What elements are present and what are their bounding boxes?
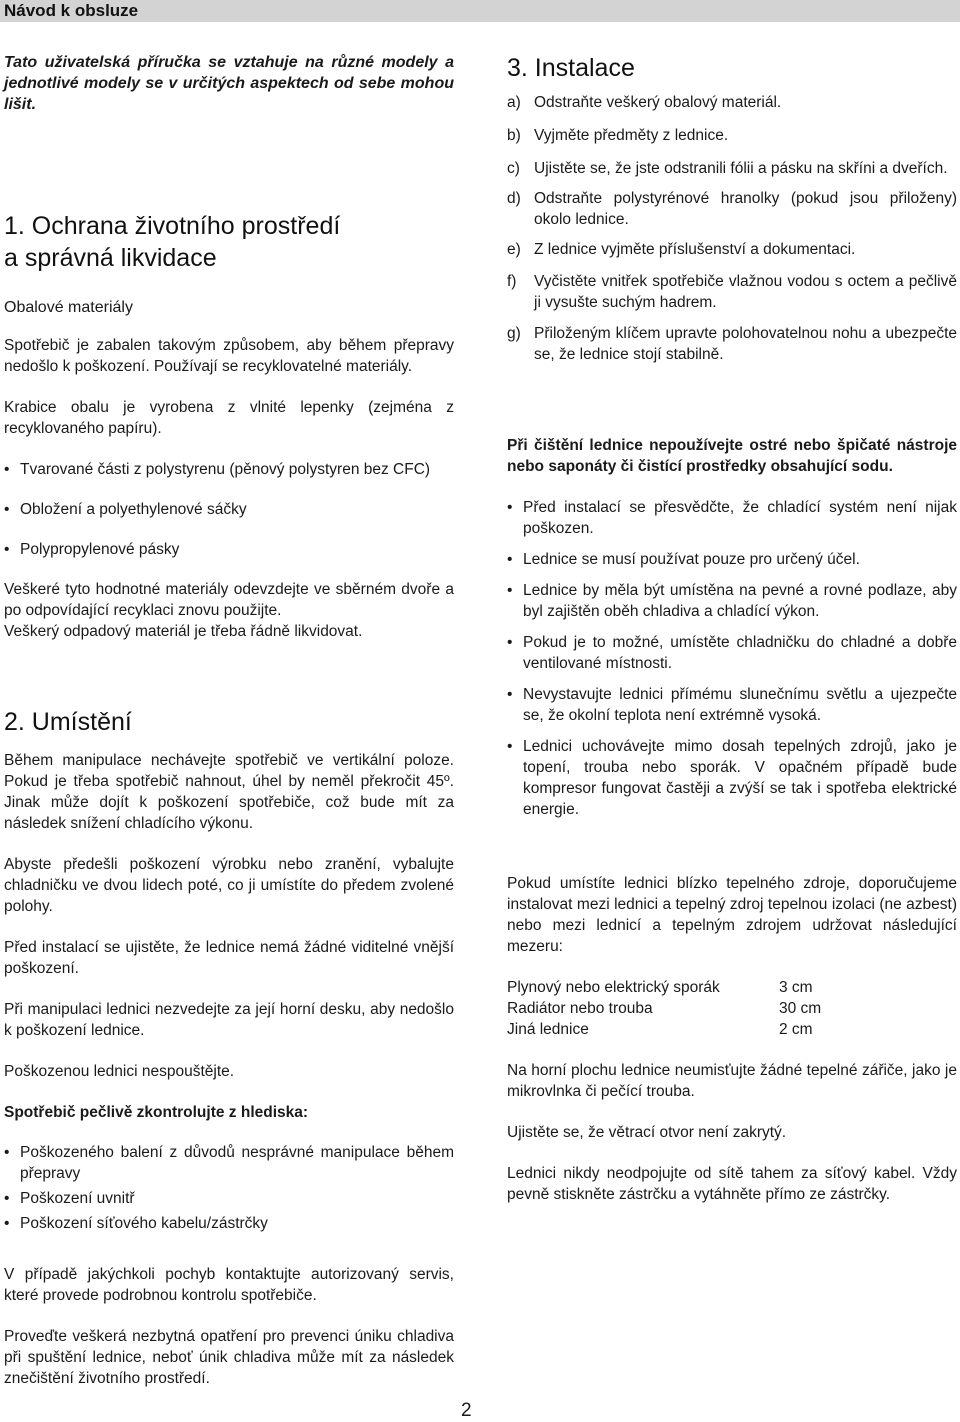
list-item: • Tvarované části z polystyrenu (pěnový polystyren bez CFC) — [4, 459, 454, 480]
page-header-title: Návod k obsluze — [4, 1, 139, 20]
handling-paragraph: Během manipulace nechávejte spotřebič ve vertikální poloze. Pokud je třeba spotřebič nahnout, úhel by neměl překročit 45º. Jinak může dojít k poškození spotřebiče, což bude mít za následek snížení chladícího výkonu. — [4, 752, 454, 832]
list-item: • Poškození síťového kabelu/zástrčky — [4, 1213, 454, 1234]
lifting-paragraph: Při manipulaci lednici nezvedejte za její horní desku, aby nedošlo k poškození lednice. — [4, 1001, 454, 1039]
heat-source-paragraph: Pokud umístíte lednici blízko tepelného zdroje, doporučujeme instalovat mezi lednici a tepelný zdroj tepelnou izolaci (ne azbest) nebo mezi lednicí a tepelným zdrojem udržovat následující mezeru: — [507, 875, 957, 955]
list-item: • Poškozeného balení z důvodů nesprávné manipulace během přepravy — [4, 1142, 454, 1184]
placement-bullet-list — [507, 497, 957, 820]
list-item: • Obložení a polyethylenové sáčky — [4, 499, 454, 520]
list-item: • Lednici uchovávejte mimo dosah tepelných zdrojů, jako je topení, trouba nebo sporák. V opačném případě bude kompresor fungovat častěji a zvýší se tak i spotřeba elektrické energie. — [507, 736, 957, 820]
distance-source: Plynový nebo elektrický sporák — [507, 979, 720, 996]
step-text: Vyjměte předměty z lednice. — [534, 127, 729, 144]
check-list — [4, 1142, 454, 1234]
unplug-paragraph: Lednici nikdy neodpojujte od sítě tahem za síťový kabel. Vždy pevně stiskněte zástrčku a vytáhněte přímo ze zástrčky. — [507, 1165, 957, 1203]
step-text: Přiloženým klíčem upravte polohovatelnou nohu a ubezpečte se, že lednice stojí stabilně. — [534, 325, 957, 363]
header-bar — [0, 0, 960, 22]
step-marker: d) — [507, 190, 521, 207]
section-1-title-line-1: 1. Ochrana životního prostředí — [4, 212, 341, 240]
list-item — [507, 271, 957, 313]
recycling-paragraph: Veškeré tyto hodnotné materiály odevzdejte ve sběrném dvoře a po odpovídající recyklaci znovu použijte. — [4, 581, 454, 619]
distance-gap: 2 cm — [779, 1021, 813, 1038]
list-item — [507, 158, 957, 179]
list-item — [507, 125, 957, 146]
right-column — [507, 52, 957, 1205]
unpacking-paragraph: Abyste předešli poškození výrobku nebo zranění, vybalujte chladničku ve dvou lidech poté, co ji umístíte do předem zvolené polohy. — [4, 856, 454, 915]
section-1-title-line-2: a správná likvidace — [4, 244, 217, 272]
check-title: Spotřebič pečlivě zkontrolujte z hlediska: — [4, 1104, 309, 1121]
list-item: • Pokud je to možné, umístěte chladničku do chladné a dobře ventilované místnosti. — [507, 632, 957, 674]
refrigerant-paragraph: Proveďte veškerá nezbytná opatření pro prevenci úniku chladiva při spuštění lednice, neboť únik chladiva může mít za následek znečištění životního prostředí. — [4, 1328, 454, 1387]
pre-install-paragraph: Před instalací se ujistěte, že lednice nemá žádné viditelné vnější poškození. — [4, 939, 454, 977]
table-row — [507, 998, 821, 1019]
ventilation-paragraph: Ujistěte se, že větrací otvor není zakrytý. — [507, 1124, 787, 1141]
step-text: Odstraňte veškerý obalový materiál. — [534, 94, 782, 111]
damaged-paragraph: Poškozenou lednici nespouštějte. — [4, 1063, 235, 1080]
step-text: Vyčistěte vnitřek spotřebiče vlažnou vodou s octem a pečlivě ji vysušte suchým hadrem. — [534, 273, 957, 311]
page-number: 2 — [461, 1400, 472, 1421]
section-3-title: 3. Instalace — [507, 54, 635, 82]
list-item: • Před instalací se přesvědčte, že chladící systém není nijak poškozen. — [507, 497, 957, 539]
intro-note: Tato uživatelská příručka se vztahuje na různé modely a jednotlivé modely se v určitých aspektech od sebe mohou lišit. — [4, 54, 454, 113]
disposal-paragraph: Veškerý odpadový materiál je třeba řádně likvidovat. — [4, 623, 363, 640]
section-2-title: 2. Umístění — [4, 708, 132, 736]
step-text: Odstraňte polystyrénové hranolky (pokud jsou přiloženy) okolo lednice. — [534, 190, 957, 228]
cardboard-paragraph: Krabice obalu je vyrobena z vlnité lepenky (zejména z recyklovaného papíru). — [4, 399, 454, 437]
packaging-bullet-list — [4, 459, 454, 560]
packaging-subtitle: Obalové materiály — [4, 299, 133, 316]
list-item: • Lednice se musí používat pouze pro určený účel. — [507, 549, 957, 570]
step-marker: f) — [507, 273, 517, 290]
list-item: • Poškození uvnitř — [4, 1188, 454, 1209]
list-item: • Nevystavujte lednici přímému slunečnímu světlu a ujezpečte se, že okolní teplota není extrémně vysoká. — [507, 684, 957, 726]
step-marker: a) — [507, 94, 521, 111]
packaging-paragraph: Spotřebič je zabalen takovým způsobem, aby během přepravy nedošlo k poškození. Používají se recyklovatelné materiály. — [4, 337, 454, 375]
step-marker: g) — [507, 325, 521, 342]
installation-steps — [507, 92, 957, 365]
top-surface-paragraph: Na horní plochu lednice neumisťujte žádné tepelné zářiče, jako je mikrovlnka či pečící trouba. — [507, 1062, 957, 1100]
list-item — [507, 239, 957, 260]
table-row — [507, 977, 821, 998]
service-paragraph: V případě jakýchkoli pochyb kontaktujte autorizovaný servis, které provede podrobnou kontrolu spotřebiče. — [4, 1266, 454, 1304]
list-item: • Lednice by měla být umístěna na pevné a rovné podlaze, aby byl zajištěn oběh chladiva a chladící výkon. — [507, 580, 957, 622]
list-item — [507, 92, 957, 113]
distance-table — [507, 977, 821, 1040]
distance-gap: 30 cm — [779, 1000, 822, 1017]
step-marker: e) — [507, 241, 521, 258]
cleaning-warning: Při čištění lednice nepoužívejte ostré nebo špičaté nástroje nebo saponáty či čistící prostředky obsahující sodu. — [507, 437, 957, 475]
list-item — [507, 323, 957, 365]
step-text: Ujistěte se, že jste odstranili fólii a pásku na skříni a dveřích. — [534, 160, 948, 177]
distance-gap: 3 cm — [779, 979, 813, 996]
step-marker: b) — [507, 127, 521, 144]
left-column — [4, 52, 454, 1389]
list-item — [507, 188, 957, 230]
distance-source: Radiátor nebo trouba — [507, 1000, 653, 1017]
list-item: • Polypropylenové pásky — [4, 539, 454, 560]
step-text: Z lednice vyjměte příslušenství a dokumentaci. — [534, 241, 856, 258]
distance-source: Jiná lednice — [507, 1021, 589, 1038]
step-marker: c) — [507, 160, 520, 177]
table-row — [507, 1019, 821, 1040]
